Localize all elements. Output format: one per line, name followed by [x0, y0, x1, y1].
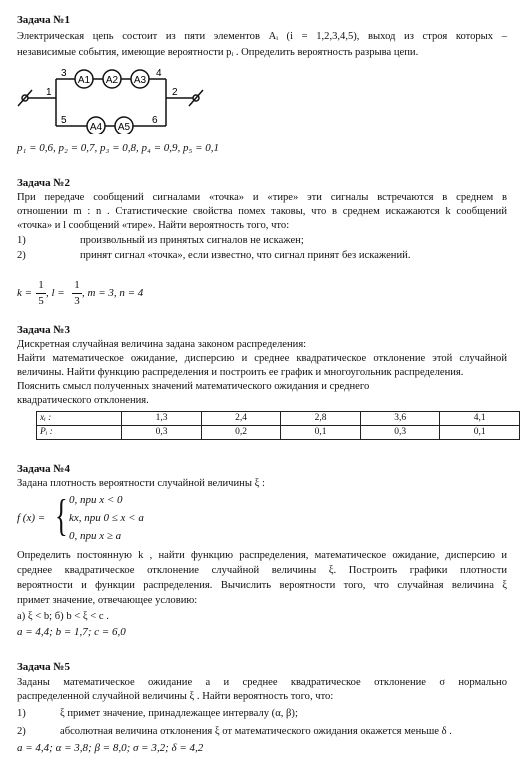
svg-text:A3: A3 [133, 75, 147, 86]
task2-item2-number: 2) [17, 250, 26, 261]
table-cell: 2,4 [201, 412, 281, 426]
table-cell: 0,1 [440, 426, 520, 440]
table-cell: 0,1 [281, 426, 361, 440]
table-cell: 0,3 [122, 426, 202, 440]
element-a1 [75, 70, 93, 88]
m-n-values: , m = 3, n = 4 [82, 287, 144, 299]
element-a3 [131, 70, 149, 88]
element-a2 [103, 70, 121, 88]
task2-title: Задача №2 [17, 177, 70, 189]
element-a5 [115, 117, 133, 134]
l-label: , l = [46, 287, 65, 299]
l-numerator: 1 [74, 279, 80, 291]
table-row-p [37, 426, 520, 440]
k-numerator: 1 [38, 279, 44, 291]
distribution-table [36, 411, 520, 440]
task4-line4: вероятности и функции распределения. Вычислить вероятности того, что случайная величина ξ [17, 580, 507, 591]
task1-line1: Электрическая цепь состоит из пяти элементов Aᵢ (i = 1,2,3,4,5), выход из строя которых – [17, 31, 507, 42]
task1-title: Задача №1 [17, 14, 70, 26]
l-denominator: 3 [74, 295, 80, 307]
node-5-label: 5 [61, 115, 67, 126]
task3-title: Задача №3 [17, 324, 70, 336]
density-case-2: kx, при 0 ≤ x < a [69, 512, 144, 524]
density-case-1: 0, при x < 0 [69, 494, 123, 506]
task3-line3: величины. Найти функцию распределения и построить ее график и многоугольник распределения. [17, 367, 464, 378]
k-fraction-bar [36, 293, 46, 294]
task5-line2: распределенной случайной величины ξ . Найти вероятность того, что: [17, 691, 334, 702]
density-function [17, 493, 217, 545]
svg-text:A5: A5 [117, 122, 131, 133]
table-cell: 3,6 [360, 412, 440, 426]
task2-item1-text: произвольный из принятых сигналов не искажен; [80, 235, 304, 246]
task1-line2: независимые события, имеющие вероятности pᵢ . Определить вероятность разрыва цепи. [17, 47, 419, 58]
table-cell: 1,3 [122, 412, 202, 426]
row-p-label: Pᵢ : [37, 426, 122, 440]
table-cell: 2,8 [281, 412, 361, 426]
task1-probabilities: p₁ = 0,6, p₂ = 0,7, p₃ = 0,8, p₄ = 0,9, p₅ = 0,1 [17, 142, 219, 154]
task2-item1-number: 1) [17, 235, 26, 246]
task4-title: Задача №4 [17, 463, 70, 475]
task4-line3: среднее квадратическое отклонение случайной величины ξ. Построить графики плотности [17, 565, 507, 576]
task5-title: Задача №5 [17, 661, 70, 673]
table-row-x [37, 412, 520, 426]
task5-item2-text: абсолютная величина отклонения ξ от математического ожидания окажется меньше δ . [60, 726, 452, 737]
density-case-3: 0, при x ≥ a [69, 530, 122, 542]
task2-line2: отношении m : n . Статистические свойства помех таковы, что в среднем искажаются k сообщений [17, 206, 507, 217]
l-fraction-bar [72, 293, 82, 294]
task5-line1: Заданы математическое ожидание a и среднее квадратическое отклонение σ нормально [17, 677, 507, 688]
task2-line3: «точка» и l сообщений «тире». Найти вероятность того, что: [17, 220, 290, 231]
brace-icon: { [55, 491, 68, 540]
k-denominator: 5 [38, 295, 44, 307]
task3-line1: Дискретная случайная величина задана законом распределения: [17, 339, 307, 350]
task4-line2: Определить постоянную k , найти функцию распределения, математическое ожидание, дисперсию и [17, 550, 507, 561]
task2-item2-text: принят сигнал «точка», если известно, что сигнал принят без искажений. [80, 250, 411, 261]
task4-line5: примет значение, отвечающее условию: [17, 595, 198, 606]
task2-line1: При передаче сообщений сигналами «точка» и «тире» эти сигналы встречаются в среднем в [17, 192, 507, 203]
row-x-label: xᵢ : [37, 412, 122, 426]
task5-parameters: a = 4,4; α = 3,8; β = 8,0; σ = 3,2; δ = 4,2 [17, 742, 204, 754]
task4-line1: Задана плотность вероятности случайной величины ξ : [17, 478, 265, 489]
table-cell: 0,2 [201, 426, 281, 440]
task3-line5: квадратического отклонения. [17, 395, 149, 406]
svg-text:A4: A4 [89, 122, 103, 133]
node-2-label: 2 [172, 87, 178, 98]
element-a4 [87, 117, 105, 134]
task4-parameters: a = 4,4; b = 1,7; c = 6,0 [17, 626, 126, 638]
table-cell: 0,3 [360, 426, 440, 440]
task5-item1-text: ξ примет значение, принадлежащее интервалу (α, β); [60, 708, 298, 719]
task5-item2-number: 2) [17, 726, 26, 737]
table-cell: 4,1 [440, 412, 520, 426]
task4-conditions: а) ξ < b; б) b < ξ < c . [17, 611, 109, 622]
svg-text:A2: A2 [105, 75, 119, 86]
task5-item1-number: 1) [17, 708, 26, 719]
node-1-label: 1 [46, 87, 52, 98]
node-3-label: 3 [61, 68, 67, 79]
task3-line2: Найти математическое ожидание, дисперсию и среднее квадратическое отклонение этой случайной [17, 353, 507, 364]
node-4-label: 4 [156, 68, 162, 79]
task3-line4: Пояснить смысл полученных значений математического ожидания и среднего [17, 381, 370, 392]
k-label: k = [17, 287, 33, 299]
node-6-label: 6 [152, 115, 158, 126]
svg-text:A1: A1 [77, 75, 91, 86]
fx-label: f (x) = [17, 512, 46, 524]
circuit-diagram [12, 64, 222, 134]
